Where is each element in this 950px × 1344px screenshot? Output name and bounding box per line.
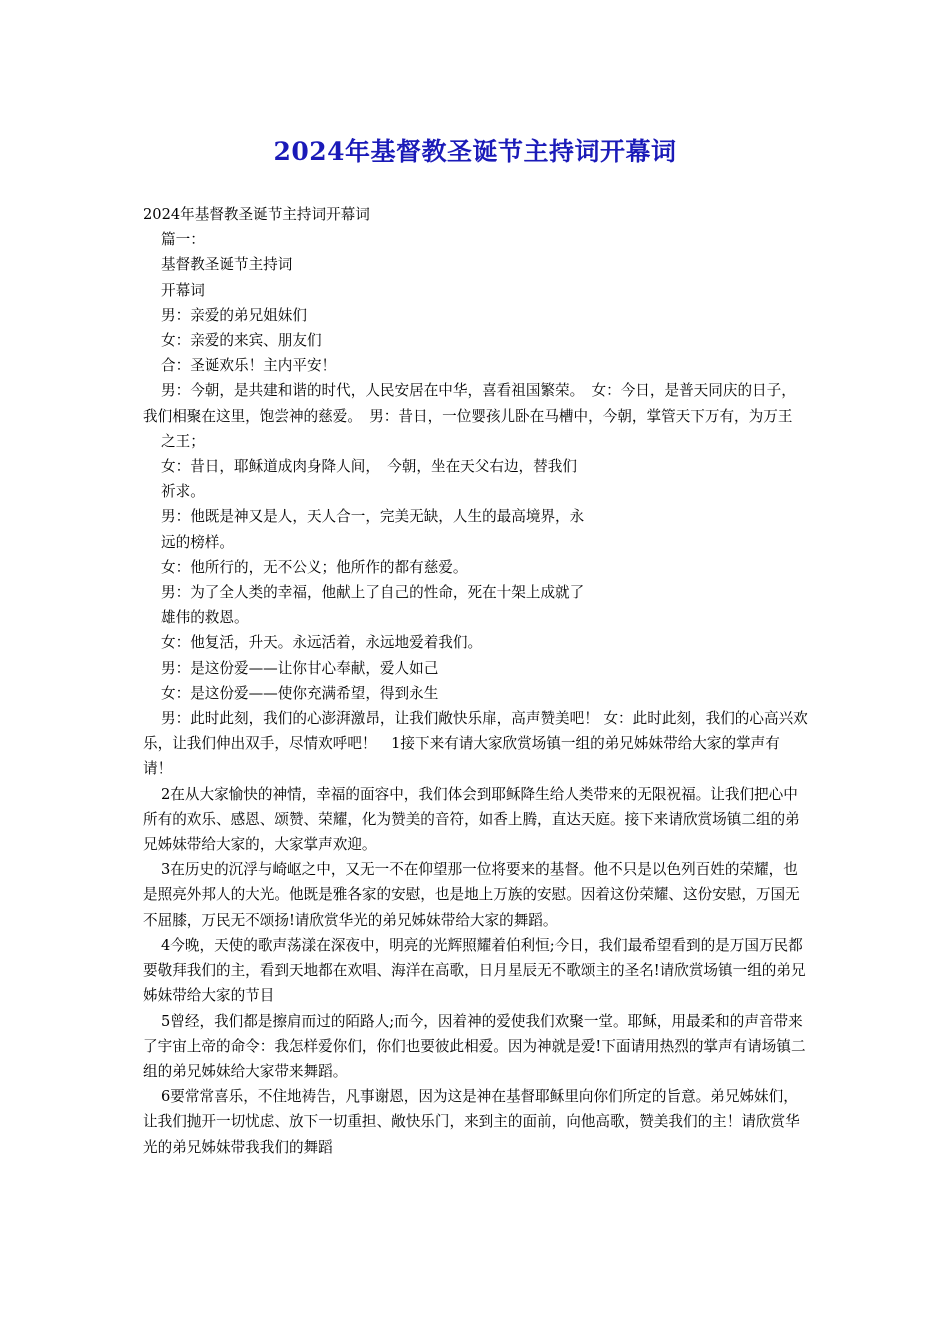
script-line: 男：为了全人类的幸福，他献上了自己的性命，死在十架上成就了: [161, 584, 585, 602]
script-line: 女：他复活，升天。永远活着，永远地爱着我们。: [161, 634, 483, 652]
script-line: 合：圣诞欢乐！主内平安！: [161, 357, 337, 375]
script-line: 男：是这份爱——让你甘心奉献，爱人如己: [161, 659, 439, 677]
script-line: 男：他既是神又是人，天人合一，完美无缺，人生的最高境界，永: [161, 508, 585, 526]
script-line: 女：亲爱的来宾、朋友们: [161, 332, 322, 350]
script-line: 男：亲爱的弟兄姐妹们: [161, 306, 307, 324]
section-label: 篇一：: [161, 231, 205, 249]
script-line: 女：他所行的，无不公义；他所作的都有慈爱。: [161, 558, 468, 576]
section-subtitle: 基督教圣诞节主持词: [161, 256, 293, 274]
script-line: 女：昔日，耶稣道成肉身降人间， 今朝，坐在天父右边，替我们: [161, 458, 577, 476]
script-paragraph: 4今晚，天使的歌声荡漾在深夜中，明亮的光辉照耀着伯利恒;今日，我们最希望看到的是万国万民都要敬拜我们的主，看到天地都在欢唱、海洋在高歌，日月星辰无不歌颂主的圣名!请欣赏场镇一组的弟兄姊妹带给大家的节目: [143, 936, 806, 1005]
script-line: 远的榜样。: [161, 533, 234, 551]
script-paragraph: 6要常常喜乐，不住地祷告，凡事谢恩，因为这是神在基督耶稣里向你们所定的旨意。弟兄姊妹们，让我们抛开一切忧虑、放下一切重担、敞快乐门，来到主的面前，向他高歌，赞美我们的主！请欣赏华光的弟兄姊妹带我我们的舞蹈: [143, 1088, 800, 1156]
script-paragraph: 5曾经，我们都是擦肩而过的陌路人;而今，因着神的爱使我们欢聚一堂。耶稣，用最柔和的声音带来了宇宙上帝的命令：我怎样爱你们，你们也要彼此相爱。因为神就是爱!下面请用热烈的掌声有请场镇二组的弟兄姊妹给大家带来舞蹈。: [143, 1012, 806, 1080]
document-body: [143, 202, 808, 1160]
script-paragraph: 男：今朝，是共建和谐的时代，人民安居在中华，喜看祖国繁荣。 女：今日，是普天同庆的日子，我们相聚在这里，饱尝神的慈爱。 男：昔日，一位婴孩儿卧在马槽中，今朝，掌管天下万有，为万王: [143, 382, 796, 425]
section-subtitle-2: 开幕词: [161, 281, 205, 299]
script-paragraph: 男：此时此刻，我们的心澎湃激昂，让我们敞快乐扉，高声赞美吧！ 女：此时此刻，我们的心高兴欢乐，让我们伸出双手，尽情欢呼吧！ 1接下来有请大家欣赏场镇一组的弟兄姊妹带给大家的掌声有请！: [143, 710, 808, 778]
script-line: 雄伟的救恩。: [161, 609, 249, 627]
script-paragraph: 3在历史的沉浮与崎岖之中，又无一不在仰望那一位将要来的基督。他不只是以色列百姓的荣耀，也是照亮外邦人的大光。他既是雅各家的安慰，也是地上万族的安慰。因着这份荣耀、这份安慰，万国无不屈膝，万民无不颂扬!请欣赏华光的弟兄姊妹带给大家的舞蹈。: [143, 861, 800, 929]
script-line: 之王；: [161, 432, 205, 450]
script-line: 女：是这份爱——使你充满希望，得到永生: [161, 684, 439, 702]
script-line: 祈求。: [161, 483, 205, 501]
script-paragraph: 2在从大家愉快的神情，幸福的面容中，我们体会到耶稣降生给人类带来的无限祝福。让我们把心中所有的欢乐、感恩、颂赞、荣耀，化为赞美的音符，如香上腾，直达天庭。接下来请欣赏场镇二组的弟兄姊妹带给大家的，大家掌声欢迎。: [143, 785, 800, 854]
document-title: 2024年基督教圣诞节主持词开幕词: [273, 137, 677, 166]
body-heading: 2024年基督教圣诞节主持词开幕词: [143, 206, 370, 223]
